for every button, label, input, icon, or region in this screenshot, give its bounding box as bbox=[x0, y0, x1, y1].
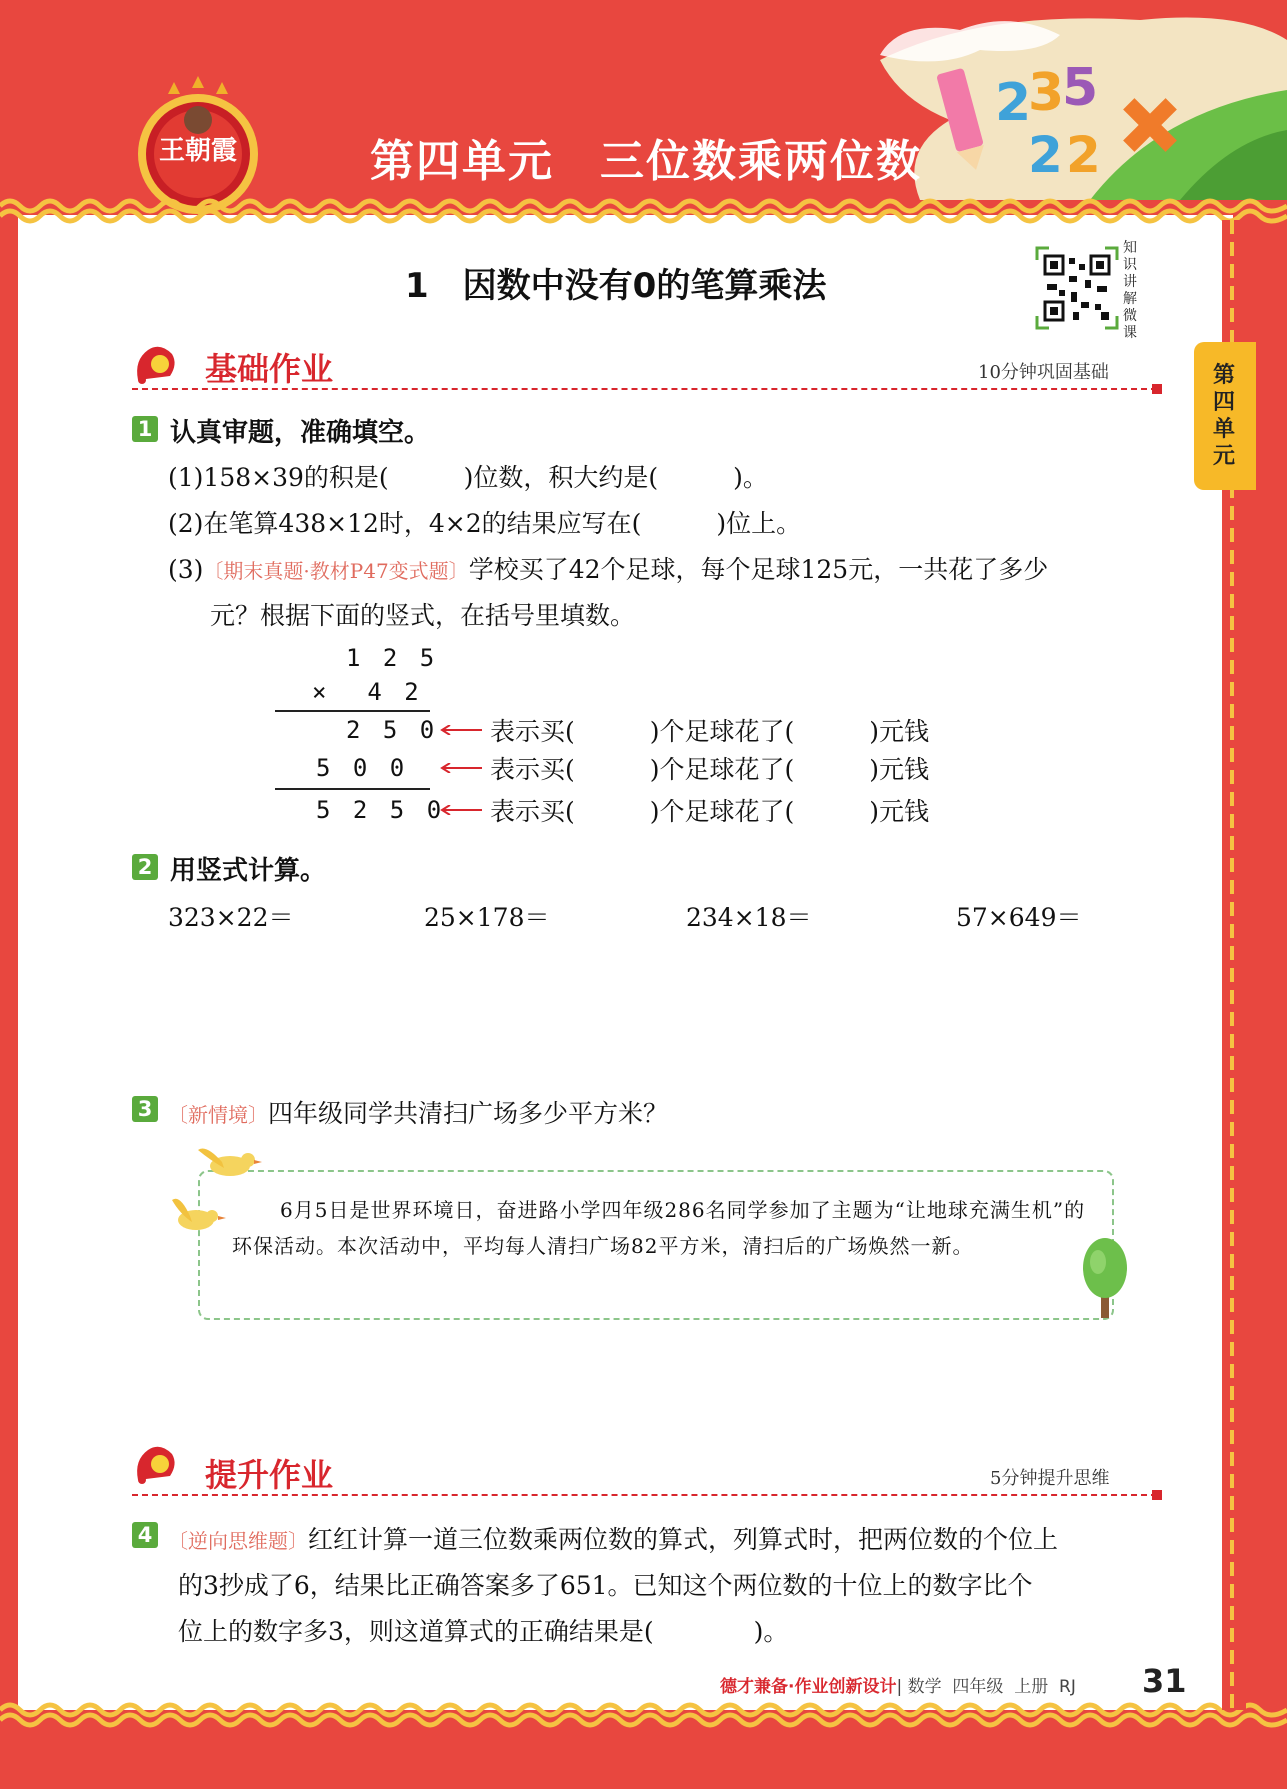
calc-partial-2: 5 0 0 bbox=[316, 754, 409, 782]
bell-icon bbox=[130, 1440, 180, 1486]
q3-text: 四年级同学共清扫广场多少平方米？ bbox=[268, 1099, 669, 1128]
arrow-left-icon bbox=[440, 725, 482, 735]
qr-code-icon[interactable] bbox=[1035, 246, 1119, 330]
q1-line-3-text: 学校买了42个足球，每个足球125元，一共花了多少 bbox=[468, 555, 1049, 584]
basic-section-divider bbox=[132, 388, 1157, 392]
q4-line-1 bbox=[168, 1520, 1058, 1556]
q1-line-4: 元？根据下面的竖式，在括号里填数。 bbox=[210, 601, 636, 630]
footer-series-name: 德才兼备·作业创新设计 bbox=[720, 1677, 897, 1697]
basic-section-title: 基础作业 bbox=[205, 350, 334, 388]
advanced-section-title: 提升作业 bbox=[205, 1456, 334, 1494]
svg-text:3: 3 bbox=[1028, 63, 1065, 123]
svg-text:2: 2 bbox=[1066, 126, 1101, 184]
q3-tag: 〔新情境〕 bbox=[168, 1103, 268, 1127]
q2-item-3: 234×18＝ bbox=[686, 903, 812, 932]
q4-line-2: 的3抄成了6，结果比正确答案多了651。已知这个两位数的十位上的数字比个 bbox=[178, 1571, 1033, 1600]
advanced-section-divider-end bbox=[1152, 1490, 1162, 1500]
q4-line-1-text: 红红计算一道三位数乘两位数的算式，列算式时，把两位数的个位上 bbox=[308, 1525, 1059, 1554]
svg-text:2: 2 bbox=[1028, 126, 1063, 184]
q1-title: 认真审题，准确填空。 bbox=[170, 418, 431, 448]
q1-line-1: (1)158×39的积是( )位数，积大约是( )。 bbox=[168, 463, 768, 492]
q4-tag: 〔逆向思维题〕 bbox=[168, 1529, 308, 1553]
unit-side-tab-label: 第四单元 bbox=[1212, 363, 1235, 469]
q1-line-3-prefix: (3) bbox=[168, 555, 204, 584]
q2-item-2: 25×178＝ bbox=[424, 903, 550, 932]
scene-text: 6月5日是世界环境日，奋进路小学四年级286名同学参加了主题为“让地球充满生机”的环保活动。本次活动中，平均每人清扫广场82平方米，清扫后的广场焕然一新。 bbox=[232, 1198, 1086, 1258]
calc-multiplier: × 4 2 bbox=[312, 678, 423, 706]
svg-text:2: 2 bbox=[995, 73, 1032, 133]
arrow-left-icon bbox=[440, 763, 482, 773]
qr-code-label: 知识讲解微课 bbox=[1123, 240, 1137, 341]
q1-line-2: (2)在笔算438×12时，4×2的结果应写在( )位上。 bbox=[168, 509, 802, 538]
lesson-title: 1 因数中没有0的笔算乘法 bbox=[405, 266, 827, 306]
calc-rule-1 bbox=[275, 710, 430, 712]
calc-product: 5 2 5 0 bbox=[316, 796, 446, 824]
basic-section-note: 10分钟巩固基础 bbox=[978, 362, 1109, 383]
calc-partial-1: 2 5 0 bbox=[346, 716, 439, 744]
calc-multiplicand: 1 2 5 bbox=[346, 644, 439, 672]
bird-icon bbox=[196, 1138, 262, 1182]
unit-title: 第四单元 三位数乘两位数 bbox=[370, 136, 922, 187]
q3-number: 3 bbox=[132, 1096, 158, 1122]
q2-number: 2 bbox=[132, 854, 158, 880]
footer-info: | 数学 四年级 上册 RJ bbox=[896, 1677, 1076, 1697]
calc-desc-2: 表示买( )个足球花了( )元钱 bbox=[490, 755, 930, 784]
page-number: 31 bbox=[1142, 1662, 1187, 1700]
q1-line-3 bbox=[168, 550, 1048, 586]
basic-section-divider-end bbox=[1152, 384, 1162, 394]
advanced-section-divider bbox=[132, 1494, 1157, 1498]
footer-series bbox=[720, 1672, 1076, 1697]
q3-line bbox=[168, 1094, 668, 1130]
calc-desc-1: 表示买( )个足球花了( )元钱 bbox=[490, 717, 930, 746]
q2-item-1: 323×22＝ bbox=[168, 903, 294, 932]
calc-desc-3: 表示买( )个足球花了( )元钱 bbox=[490, 797, 930, 826]
q4-line-3: 位上的数字多3，则这道算式的正确结果是( )。 bbox=[178, 1617, 789, 1646]
bell-icon bbox=[130, 340, 180, 386]
calc-rule-2 bbox=[275, 788, 430, 790]
q2-title: 用竖式计算。 bbox=[170, 856, 327, 886]
q2-item-4: 57×649＝ bbox=[956, 903, 1082, 932]
q1-number: 1 bbox=[132, 416, 158, 442]
bottom-wave-border bbox=[0, 1700, 1287, 1730]
top-wave-border bbox=[0, 196, 1287, 228]
q1-tag: 〔期末真题·教材P47变式题〕 bbox=[203, 559, 469, 583]
arrow-left-icon bbox=[440, 805, 482, 815]
advanced-section-note: 5分钟提升思维 bbox=[990, 1468, 1110, 1489]
bird-icon bbox=[166, 1190, 226, 1240]
q4-number: 4 bbox=[132, 1522, 158, 1548]
brand-name: 王朝霞 bbox=[158, 136, 237, 166]
svg-text:5: 5 bbox=[1062, 58, 1099, 118]
